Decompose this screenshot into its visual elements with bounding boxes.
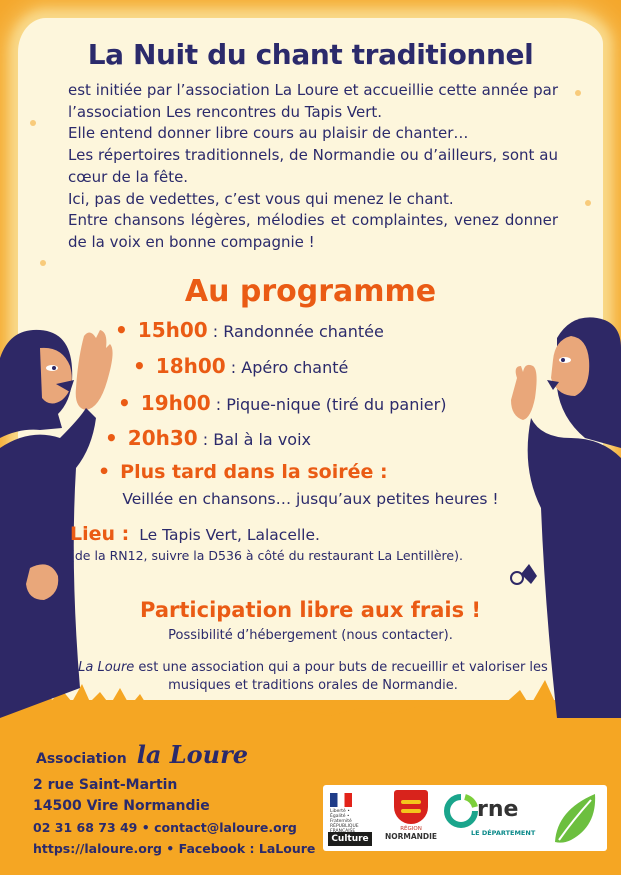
orne-ring-icon bbox=[443, 793, 479, 829]
orne-departement-logo bbox=[443, 791, 543, 845]
paint-speck bbox=[40, 260, 46, 266]
later-heading-text: Plus tard dans la soirée : bbox=[120, 461, 388, 483]
contact-web-facebook[interactable]: https://laloure.org • Facebook : LaLoure bbox=[33, 841, 316, 856]
intro-line: Ici, pas de vedettes, c’est vous qui menez le chant. bbox=[68, 189, 454, 208]
bullet-icon: • bbox=[105, 426, 118, 450]
program-time: 18h00 bbox=[155, 354, 226, 378]
association-name: La Loure bbox=[78, 660, 135, 675]
later-heading bbox=[98, 461, 388, 483]
venue bbox=[70, 523, 320, 545]
intro-line: Elle entend donner libre cours au plaisir de chanter… bbox=[68, 124, 469, 143]
departement-label: LE DÉPARTEMENT bbox=[471, 829, 536, 837]
paint-speck bbox=[575, 90, 581, 96]
program-item bbox=[115, 318, 384, 342]
la-loure-logo: la Loure bbox=[136, 740, 249, 769]
program-label: : Pique-nique (tiré du panier) bbox=[215, 395, 447, 414]
bullet-icon: • bbox=[118, 391, 131, 415]
later-description: Veillée en chansons… jusqu’aux petites heures ! bbox=[122, 490, 499, 508]
orne-wordmark: rne bbox=[477, 797, 519, 822]
program-time: 15h00 bbox=[137, 318, 208, 342]
program-item bbox=[118, 391, 446, 415]
association-label: Association bbox=[36, 751, 127, 767]
region-name: NORMANDIE bbox=[384, 832, 438, 841]
program-time: 20h30 bbox=[127, 426, 198, 450]
republique-francaise-logo bbox=[328, 791, 368, 845]
program-label: : Randonnée chantée bbox=[212, 322, 384, 341]
program-item bbox=[133, 354, 348, 378]
paint-speck bbox=[30, 120, 36, 126]
left-singer-illustration bbox=[0, 318, 120, 718]
rf-text: Liberté • Égalité • Fraternité RÉPUBLIQUE bbox=[330, 809, 359, 829]
program-time: 19h00 bbox=[140, 391, 211, 415]
address-street: 2 rue Saint-Martin bbox=[33, 777, 178, 793]
page-title: La Nuit du chant traditionnel bbox=[87, 38, 534, 71]
region-normandie-logo bbox=[381, 790, 441, 848]
leaf-logo-icon bbox=[551, 790, 601, 846]
intro-line: Entre chansons légères, mélodies et complaintes, venez donner de la voix en bonne compagnie ! bbox=[68, 211, 558, 251]
program-label: : Apéro chanté bbox=[230, 358, 349, 377]
venue-value: Le Tapis Vert, Lalacelle. bbox=[139, 526, 320, 544]
culture-label: Culture bbox=[328, 832, 372, 846]
program-item bbox=[105, 426, 311, 450]
participation-heading: Participation libre aux frais ! bbox=[140, 598, 481, 622]
footer-association bbox=[36, 740, 248, 769]
bullet-icon: • bbox=[115, 318, 128, 342]
accommodation-note: Possibilité d’hébergement (nous contacter). bbox=[168, 628, 453, 643]
contact-phone-email[interactable]: 02 31 68 73 49 • contact@laloure.org bbox=[33, 820, 297, 835]
program-heading: Au programme bbox=[184, 274, 437, 309]
venue-directions: (de la RN12, suivre la D536 à côté du restaurant La Lentillère). bbox=[70, 548, 463, 563]
venue-label: Lieu : bbox=[70, 523, 130, 545]
intro-text bbox=[68, 80, 558, 254]
association-description bbox=[58, 659, 568, 695]
paint-speck bbox=[585, 200, 591, 206]
flag-icon bbox=[330, 793, 352, 807]
partner-logos bbox=[323, 785, 607, 851]
bullet-icon: • bbox=[98, 461, 111, 483]
program-label: : Bal à la voix bbox=[202, 430, 311, 449]
normandy-shield-icon bbox=[394, 790, 428, 824]
right-singer-illustration bbox=[501, 308, 621, 718]
intro-line: est initiée par l’association La Loure et accueillie cette année par l’association Les rencontres du Tapis Vert. bbox=[68, 81, 558, 121]
region-label: RÉGION bbox=[400, 826, 422, 832]
footer-address bbox=[33, 775, 315, 859]
association-description-text: est une association qui a pour buts de recueillir et valoriser les musiques et traditions orales de Normandie. bbox=[134, 660, 548, 693]
address-city: 14500 Vire Normandie bbox=[33, 798, 210, 814]
intro-line: Les répertoires traditionnels, de Normandie ou d’ailleurs, sont au cœur de la fête. bbox=[68, 146, 558, 186]
bullet-icon: • bbox=[133, 354, 146, 378]
